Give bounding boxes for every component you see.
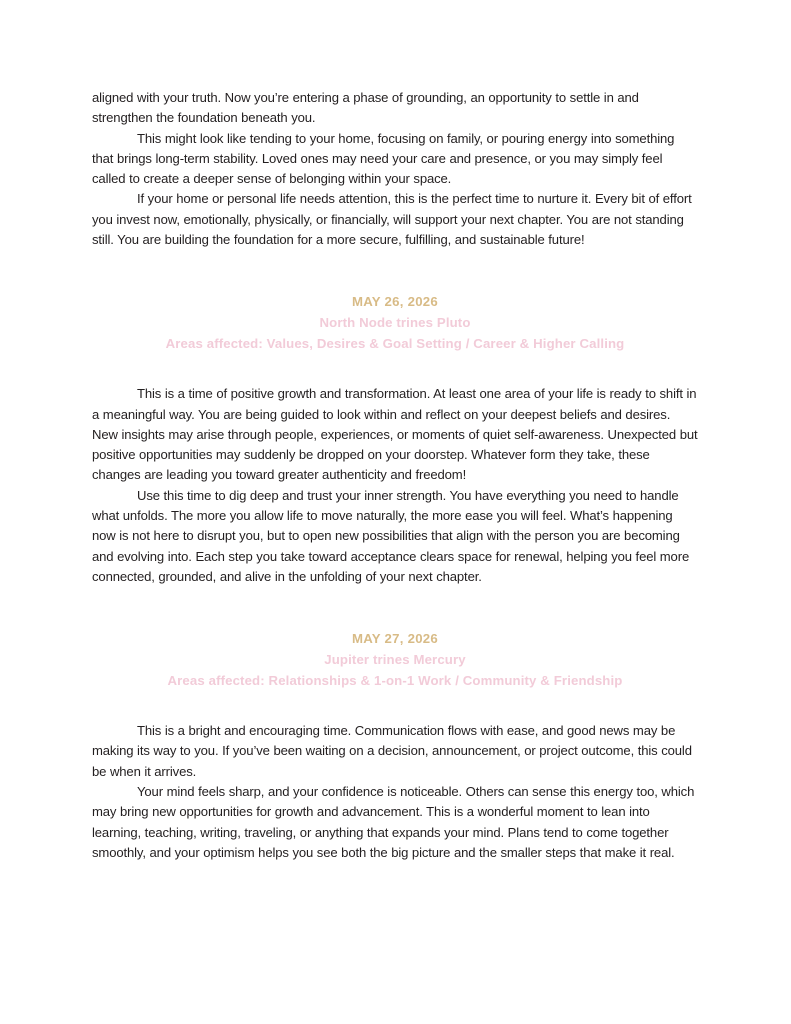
paragraph: Your mind feels sharp, and your confidence is noticeable. Others can sense this energy too, which may bring new opportunities for growth and advancement. This is a wonderful moment to lean into learning, teaching, writing, traveling, or anything that expands your mind. Plans tend to come together smoothly, and your optimism helps you see both the big picture and the smaller steps that make it real.: [92, 784, 695, 860]
transit-date: MAY 27, 2026: [351, 630, 439, 646]
section-gap: [92, 587, 698, 628]
transit-heading-block: [92, 291, 698, 354]
paragraph: If your home or personal life needs attention, this is the perfect time to nurture it. Every bit of effort you invest now, emotionally, physically, or financially, will support your next chapter. You are not standing still. You are building the foundation for a more secure, fulfilling, and sustainable future!: [92, 191, 692, 248]
heading-gap-extra: [92, 374, 698, 384]
paragraph: This is a bright and encouraging time. Communication flows with ease, and good news may be making its way to you. If you’ve been waiting on a decision, announcement, or project outcome, this could be when it arrives.: [92, 723, 692, 779]
heading-gap-extra: [92, 711, 698, 721]
transit-areas-affected: Areas affected: Values, Desires & Goal Setting / Career & Higher Calling: [165, 335, 625, 351]
transit-areas-affected: Areas affected: Relationships & 1-on-1 Work / Community & Friendship: [167, 672, 623, 688]
transit-heading-block: [92, 628, 698, 691]
heading-gap: [92, 354, 698, 374]
heading-gap: [92, 691, 698, 711]
paragraph: This might look like tending to your home, focusing on family, or pouring energy into something that brings long-term stability. Loved ones may need your care and presence, or you may simply feel called to create a deeper sense of belonging within your space.: [92, 130, 675, 187]
document-body: [92, 88, 698, 863]
transit-date: MAY 26, 2026: [351, 293, 439, 309]
paragraph-continuation: aligned with your truth. Now you’re entering a phase of grounding, an opportunity to settle in and strengthen the foundation beneath you.: [92, 90, 639, 126]
transit-aspect: North Node trines Pluto: [319, 314, 471, 330]
paragraph: This is a time of positive growth and transformation. At least one area of your life is ready to shift in a meaningful way. You are being guided to look within and reflect on your deepest beliefs and desires. New insights may arise through people, experiences, or moments of quiet self-awareness. Unexpected but positive opportunities may suddenly be dropped on your doorstep. Whatever form they take, these changes are leading you toward greater authenticity and freedom!: [92, 386, 698, 483]
section-gap: [92, 250, 698, 291]
paragraph: Use this time to dig deep and trust your inner strength. You have everything you need to handle what unfolds. The more you allow life to move naturally, the more ease you will feel. What’s happening now is not here to disrupt you, but to open new possibilities that align with the person you are becoming and evolving into. Each step you take toward acceptance clears space for renewal, helping you feel more connected, grounded, and alive in the unfolding of your next chapter.: [92, 487, 690, 584]
transit-aspect: Jupiter trines Mercury: [324, 651, 466, 667]
